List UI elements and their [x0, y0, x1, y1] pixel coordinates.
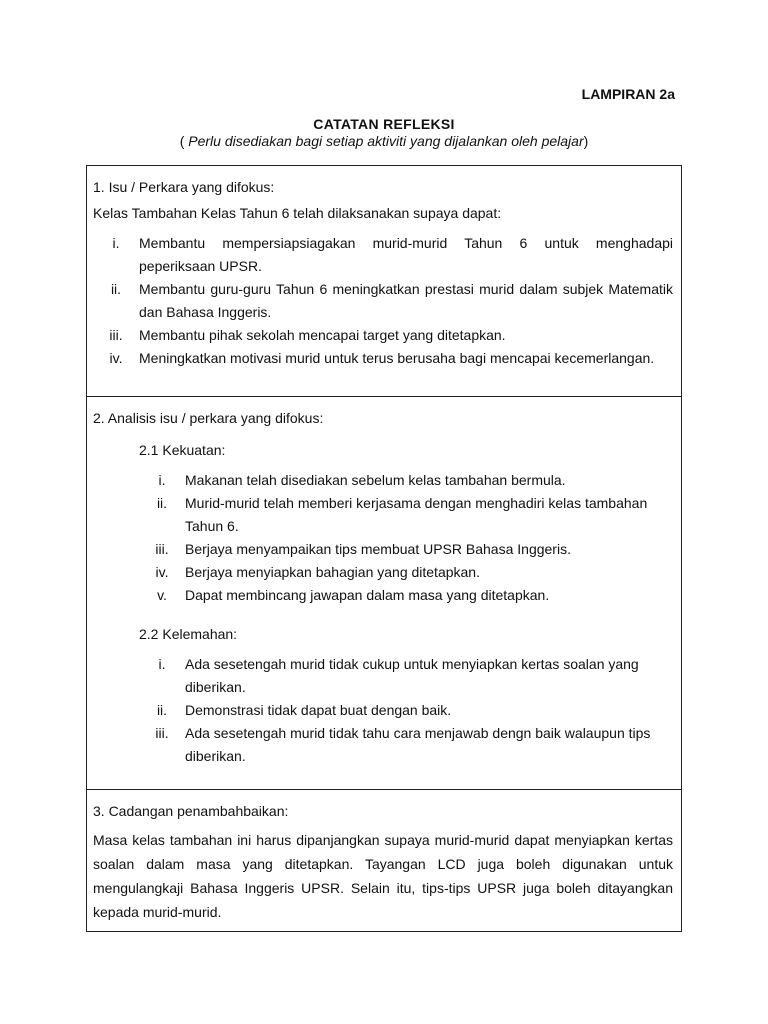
list-number: iv. [109, 350, 123, 366]
section-improvement-heading: 3. Cadangan penambahbaikan: [93, 803, 289, 819]
section-improvement [87, 790, 681, 931]
list-item [93, 347, 673, 370]
list-number: iv. [155, 564, 169, 580]
reflection-table [86, 165, 682, 932]
section-improvement-text: Masa kelas tambahan ini harus dipanjangkan supaya murid-murid dapat menyiapkan kertas soalan dalam masa yang ditetapkan. Tayangan LCD juga boleh digunakan untuk mengulangkaji Bahasa Inggeris UPSR. Selain itu, tips-tips UPSR juga boleh ditayangkan kepada murid-murid. [93, 832, 673, 920]
list-number: iii. [155, 541, 169, 557]
section-issue-intro: Kelas Tambahan Kelas Tahun 6 telah dilaksanakan supaya dapat: [93, 205, 502, 221]
list-item [139, 653, 673, 699]
list-text: Berjaya menyampaikan tips membuat UPSR Bahasa Inggeris. [185, 541, 571, 557]
list-text: Ada sesetengah murid tidak cukup untuk menyiapkan kertas soalan yang diberikan. [185, 656, 639, 695]
list-text: Membantu guru-guru Tahun 6 meningkatkan prestasi murid dalam subjek Matematik dan Bahasa Inggeris. [139, 281, 673, 320]
strengths-heading: 2.1 Kekuatan: [139, 442, 226, 458]
appendix-label: LAMPIRAN 2a [581, 86, 675, 102]
list-text: Membantu pihak sekolah mencapai target yang ditetapkan. [139, 327, 506, 343]
subtitle-open: ( [179, 133, 189, 149]
list-item [139, 584, 673, 607]
weaknesses-list [139, 653, 673, 768]
list-item [139, 538, 673, 561]
list-item [93, 324, 673, 347]
list-text: Membantu mempersiapsiagakan murid-murid Tahun 6 untuk menghadapi peperiksaan UPSR. [139, 235, 673, 274]
list-text: Makanan telah disediakan sebelum kelas tambahan bermula. [185, 472, 566, 488]
list-number: iii. [109, 327, 123, 343]
list-item [139, 492, 673, 538]
section-analysis-heading: 2. Analisis isu / perkara yang difokus: [93, 410, 324, 426]
list-number: i. [158, 656, 166, 672]
list-number: iii. [155, 725, 169, 741]
list-text: Dapat membincang jawapan dalam masa yang ditetapkan. [185, 587, 550, 603]
list-item [93, 278, 673, 324]
subtitle-text: Perlu disediakan bagi setiap aktiviti yang dijalankan oleh pelajar [188, 133, 584, 149]
list-number: ii. [156, 495, 168, 511]
list-text: Demonstrasi tidak dapat buat dengan baik. [185, 702, 452, 718]
list-item [139, 722, 673, 768]
strengths-list [139, 469, 673, 607]
list-number: ii. [110, 281, 122, 297]
issue-list [93, 232, 673, 370]
list-item [139, 561, 673, 584]
list-text: Meningkatkan motivasi murid untuk terus berusaha bagi mencapai kecemerlangan. [139, 350, 655, 366]
list-number: i. [158, 472, 166, 488]
list-item [93, 232, 673, 278]
list-text: Ada sesetengah murid tidak tahu cara menjawab dengn baik walaupun tips diberikan. [185, 725, 651, 764]
page-title: CATATAN REFLEKSI [313, 116, 455, 132]
weaknesses-heading: 2.2 Kelemahan: [139, 626, 238, 642]
list-text: Murid-murid telah memberi kerjasama dengan menghadiri kelas tambahan Tahun 6. [185, 495, 648, 534]
section-analysis [87, 397, 681, 790]
subtitle-close: ) [583, 133, 589, 149]
list-number: v. [157, 587, 167, 603]
list-text: Berjaya menyiapkan bahagian yang ditetapkan. [185, 564, 480, 580]
list-number: ii. [156, 702, 168, 718]
list-item [139, 469, 673, 492]
section-issue-heading: 1. Isu / Perkara yang difokus: [93, 179, 275, 195]
list-item [139, 699, 673, 722]
page-subtitle [0, 133, 768, 149]
list-number: i. [112, 235, 120, 251]
section-issue [87, 166, 681, 397]
